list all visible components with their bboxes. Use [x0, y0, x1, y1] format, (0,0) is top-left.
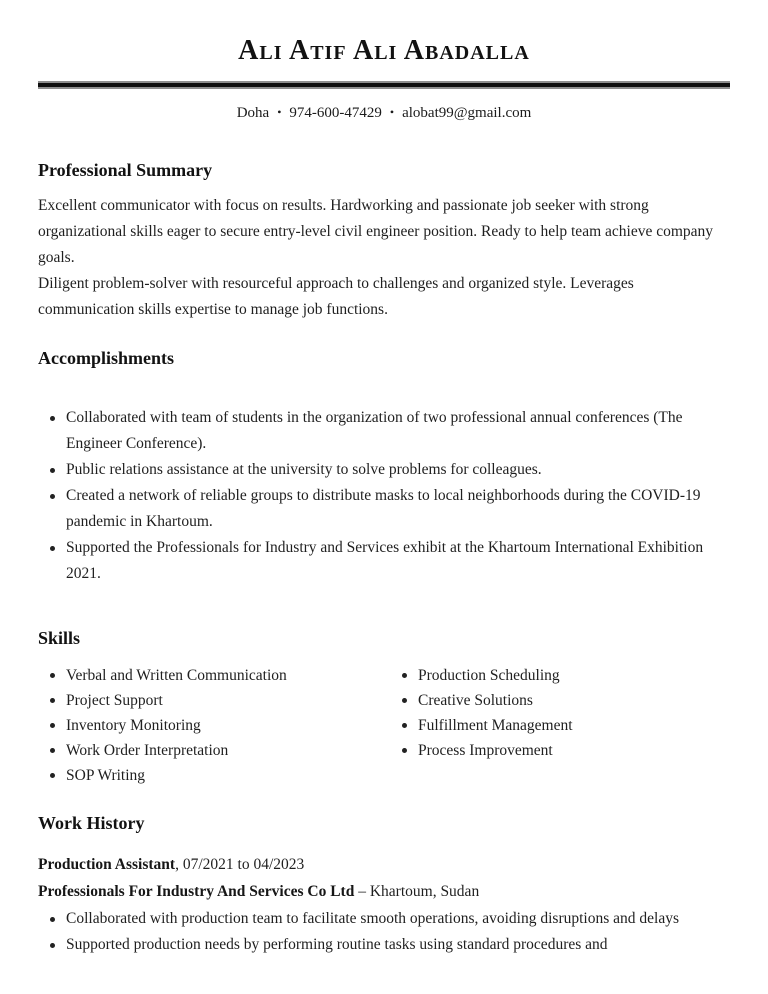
- section-work-history: [38, 812, 730, 958]
- summary-paragraphs: [38, 193, 730, 323]
- skills-column-left: [38, 663, 390, 788]
- job-bullet-list: [38, 906, 730, 958]
- list-item: Public relations assistance at the university to solve problems for colleagues.: [38, 457, 730, 483]
- skill-item: SOP Writing: [38, 763, 390, 788]
- company-location: – Khartoum, Sudan: [354, 883, 480, 900]
- accomplishments-list: [38, 405, 730, 587]
- contact-location: Doha: [236, 105, 270, 121]
- skill-item: Work Order Interpretation: [38, 738, 390, 763]
- resume-header: [38, 34, 730, 123]
- contact-email: alobat99@gmail.com: [402, 105, 532, 121]
- list-item: Supported production needs by performing routine tasks using standard procedures and: [38, 932, 730, 958]
- list-item: Supported the Professionals for Industry and Services exhibit at the Khartoum International Exhibition 2021.: [38, 535, 730, 587]
- job-title-line: [38, 852, 730, 878]
- company-name: Professionals For Industry And Services Co Ltd: [38, 883, 355, 900]
- section-skills: [38, 627, 730, 788]
- header-divider-rule: [38, 81, 730, 89]
- section-title-skills: Skills: [38, 628, 81, 648]
- list-item: Collaborated with production team to facilitate smooth operations, avoiding disruptions and delays: [38, 906, 730, 932]
- section-professional-summary: [38, 159, 730, 323]
- summary-paragraph: Diligent problem-solver with resourceful approach to challenges and organized style. Leverages communication skills expertise to manage job functions.: [38, 275, 634, 318]
- contact-phone: 974-600-47429: [289, 105, 382, 121]
- contact-line: [38, 102, 730, 123]
- skill-item: Creative Solutions: [390, 688, 730, 713]
- skills-columns: [38, 663, 730, 788]
- skill-item: Verbal and Written Communication: [38, 663, 390, 688]
- skill-item: Production Scheduling: [390, 663, 730, 688]
- section-accomplishments: [38, 347, 730, 587]
- company-line: [38, 878, 730, 906]
- section-title-accomplishments: Accomplishments: [38, 348, 174, 368]
- job-dates: , 07/2021 to 04/2023: [175, 856, 305, 873]
- skills-column-right: [390, 663, 730, 788]
- candidate-name: Ali Atif Ali Abadalla: [238, 35, 530, 66]
- list-item: Collaborated with team of students in the organization of two professional annual conferences (The Engineer Conference).: [38, 405, 730, 457]
- bullet-separator-icon: •: [389, 105, 395, 119]
- summary-paragraph: Excellent communicator with focus on results. Hardworking and passionate job seeker with strong organizational skills eager to secure entry-level civil engineer position. Ready to help team achieve company goals.: [38, 197, 714, 266]
- skill-item: Project Support: [38, 688, 390, 713]
- section-title-work-history: Work History: [38, 813, 145, 833]
- section-title-professional-summary: Professional Summary: [38, 160, 213, 180]
- bullet-separator-icon: •: [277, 105, 282, 119]
- list-item: Created a network of reliable groups to distribute masks to local neighborhoods during the COVID-19 pandemic in Khartoum.: [38, 483, 730, 535]
- skill-item: Inventory Monitoring: [38, 713, 390, 738]
- skill-item: Fulfillment Management: [390, 713, 730, 738]
- job-title: Production Assistant: [38, 856, 176, 873]
- skill-item: Process Improvement: [390, 738, 730, 763]
